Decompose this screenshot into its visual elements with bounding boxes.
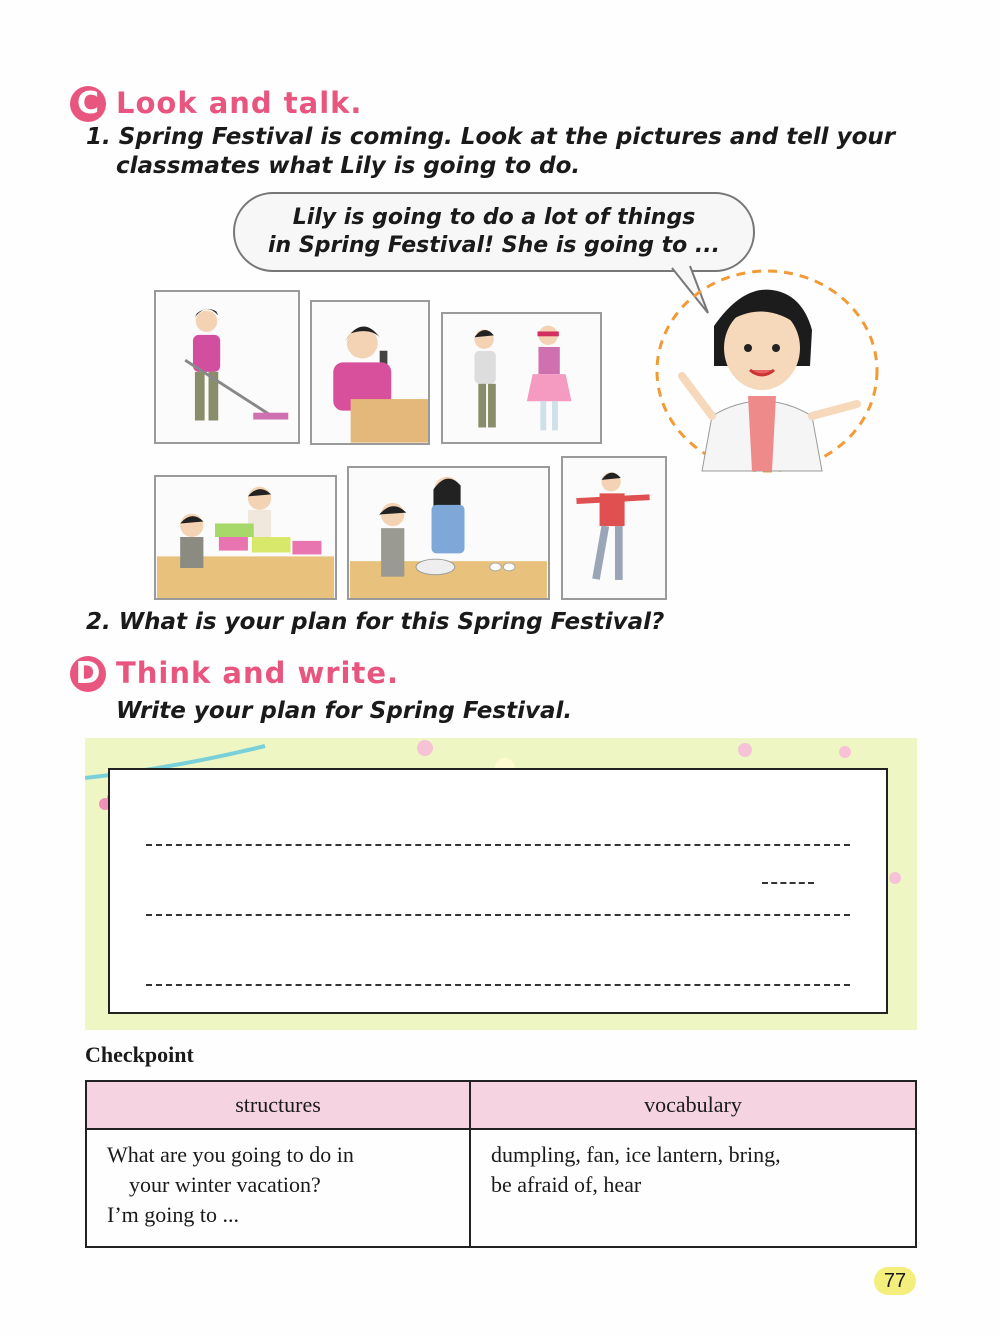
question-1-line-2: classmates what Lily is going to do. bbox=[116, 153, 581, 179]
vocabulary-cell bbox=[470, 1129, 916, 1247]
writing-line-2 bbox=[146, 914, 850, 916]
dance-illustration bbox=[561, 456, 667, 600]
give-gifts-illustration bbox=[154, 475, 337, 600]
writing-line-short bbox=[762, 882, 814, 884]
structures-line-3: I’m going to ... bbox=[107, 1202, 239, 1227]
lily-portrait bbox=[652, 266, 882, 476]
vocabulary-header: vocabulary bbox=[470, 1081, 916, 1129]
structures-line-2: your winter vacation? bbox=[129, 1172, 321, 1197]
vocabulary-line-2: be afraid of, hear bbox=[491, 1172, 642, 1197]
speech-bubble-line-2: in Spring Festival! She is going to ... bbox=[268, 233, 720, 258]
make-dumplings-illustration bbox=[347, 466, 550, 600]
writing-box[interactable] bbox=[108, 768, 888, 1014]
section-d-title: Think and write. bbox=[116, 656, 400, 690]
section-c-badge: C bbox=[70, 86, 106, 122]
writing-line-1 bbox=[146, 844, 850, 846]
question-2: 2. What is your plan for this Spring Festival? bbox=[86, 609, 665, 635]
structures-line-1: What are you going to do in bbox=[107, 1142, 354, 1167]
checkpoint-title: Checkpoint bbox=[85, 1042, 194, 1067]
page-number: 77 bbox=[874, 1267, 916, 1295]
structures-header: structures bbox=[86, 1081, 470, 1129]
section-d-badge: D bbox=[70, 656, 106, 692]
phone-call-illustration bbox=[310, 300, 430, 445]
speech-bubble-line-1: Lily is going to do a lot of things bbox=[292, 205, 696, 230]
mop-floor-illustration bbox=[154, 290, 300, 444]
question-1-line-1: 1. Spring Festival is coming. Look at the pictures and tell your bbox=[86, 124, 896, 150]
structures-cell bbox=[86, 1129, 470, 1247]
section-c-title: Look and talk. bbox=[116, 86, 363, 120]
play-game-illustration bbox=[441, 312, 602, 444]
checkpoint-table bbox=[85, 1080, 917, 1248]
writing-line-3 bbox=[146, 984, 850, 986]
section-d-instruction: Write your plan for Spring Festival. bbox=[116, 698, 573, 724]
vocabulary-line-1: dumpling, fan, ice lantern, bring, bbox=[491, 1142, 781, 1167]
